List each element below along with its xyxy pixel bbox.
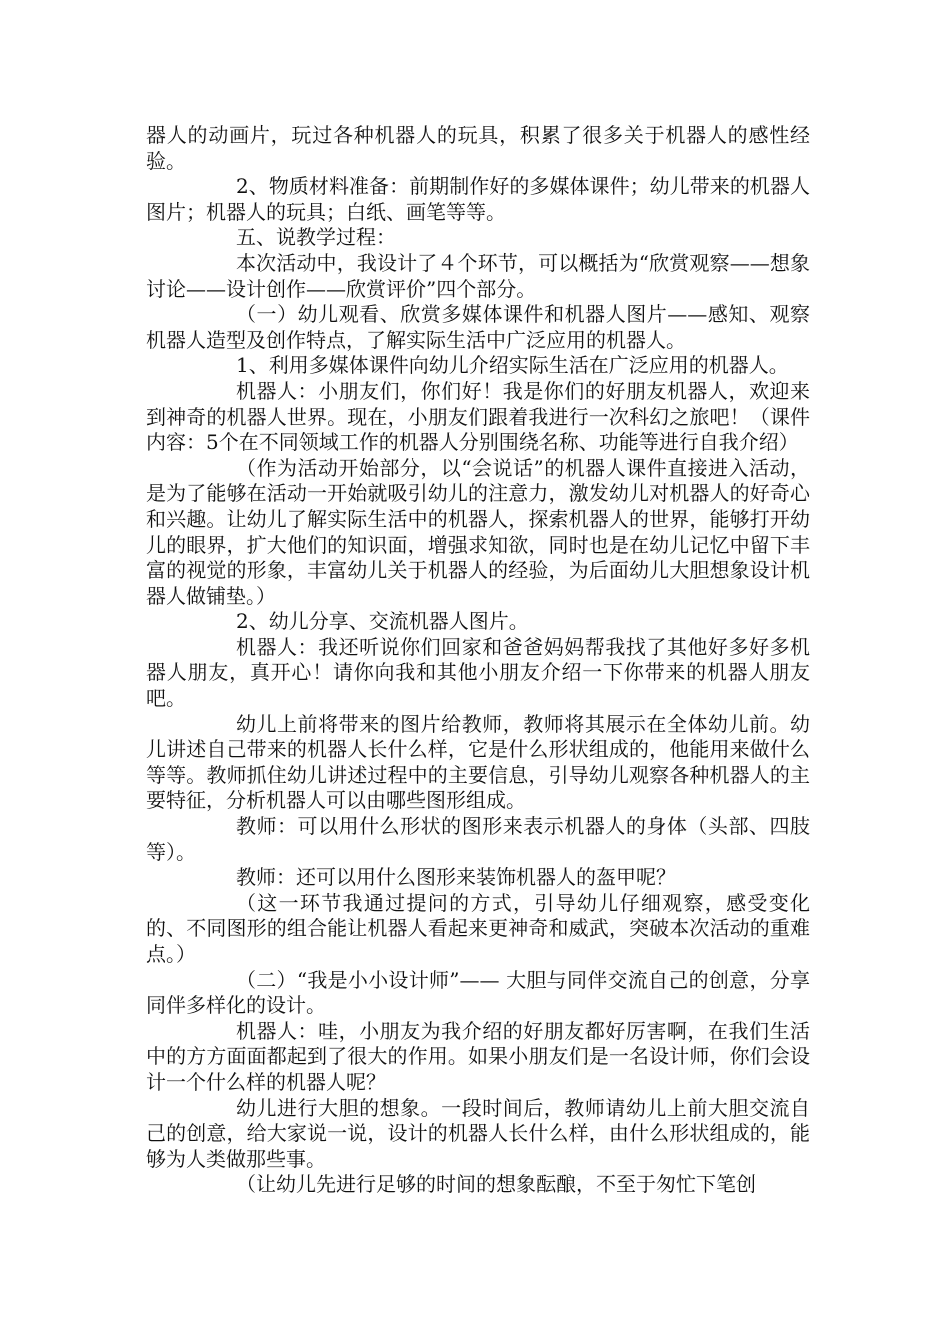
paragraph: 器人的动画片，玩过各种机器人的玩具，积累了很多关于机器人的感性经验。 <box>146 123 810 173</box>
subsection-heading: （二）“我是小小设计师”—— 大胆与同伴交流自己的创意，分享同伴多样化的设计。 <box>146 967 810 1018</box>
paragraph: 2、幼儿分享、交流机器人图片。 <box>236 609 529 634</box>
paragraph: （这一环节我通过提问的方式，引导幼儿仔细观察，感受变化的、不同图形的组合能让机器人看起来更神奇和威武，突破本次活动的重难点。） <box>146 890 810 966</box>
paragraph: 教师：可以用什么形状的图形来表示机器人的身体（头部、四肢等）。 <box>146 814 810 864</box>
paragraph: 机器人：哇，小朋友为我介绍的好朋友都好厉害啊，在我们生活中的方方面面都起到了很大的作用。如果小朋友们是一名设计师，你们会设计一个什么样的机器人呢？ <box>146 1018 810 1094</box>
paragraph: 机器人：小朋友们，你们好！我是你们的好朋友机器人，欢迎来到神奇的机器人世界。现在，小朋友们跟着我进行一次科幻之旅吧！（课件内容：5个在不同领域工作的机器人分别围绕名称、功能等进行自我介绍） <box>146 378 810 455</box>
paragraph: （作为活动开始部分，以“会说话”的机器人课件直接进入活动，是为了能够在活动一开始就吸引幼儿的注意力，激发幼儿对机器人的好奇心和兴趣。让幼儿了解实际生活中的机器人，探索机器人的世界，能够打开幼儿的眼界，扩大他们的知识面，增强求知欲，同时也是在幼儿记忆中留下丰富的视觉的形象，丰富幼儿关于机器人的经验，为后面幼儿大胆想象设计机器人做铺垫。） <box>146 455 810 608</box>
paragraph: 本次活动中，我设计了４个环节，可以概括为“欣赏观察——想象讨论——设计创作——欣赏评价”四个部分。 <box>146 250 810 301</box>
paragraph: 机器人：我还听说你们回家和爸爸妈妈帮我找了其他好多好多机器人朋友，真开心！请你向我和其他小朋友介绍一下你带来的机器人朋友吧。 <box>146 634 810 711</box>
paragraph: （让幼儿先进行足够的时间的想象酝酿，不至于匆忙下笔创 <box>236 1172 756 1197</box>
paragraph: 教师：还可以用什么图形来装饰机器人的盔甲呢？ <box>236 865 676 890</box>
paragraph: 幼儿上前将带来的图片给教师，教师将其展示在全体幼儿前。幼儿讲述自己带来的机器人长什么样，它是什么形状组成的，他能用来做什么等等。教师抓住幼儿讲述过程中的主要信息，引导幼儿观察各种机器人的主要特征，分析机器人可以由哪些图形组成。 <box>146 711 810 813</box>
paragraph: 幼儿进行大胆的想象。一段时间后，教师请幼儿上前大胆交流自己的创意，给大家说一说，设计的机器人长什么样，由什么形状组成的，能够为人类做那些事。 <box>146 1095 810 1171</box>
paragraph: 2、物质材料准备：前期制作好的多媒体课件；幼儿带来的机器人图片；机器人的玩具；白纸、画笔等等。 <box>146 174 810 224</box>
paragraph: 1、利用多媒体课件向幼儿介绍实际生活在广泛应用的机器人。 <box>236 353 789 378</box>
section-heading: 五、说教学过程： <box>236 225 396 250</box>
document-body <box>146 123 810 1198</box>
subsection-heading: （一）幼儿观看、欣赏多媒体课件和机器人图片——感知、观察机器人造型及创作特点，了解实际生活中广泛应用的机器人。 <box>146 302 810 352</box>
